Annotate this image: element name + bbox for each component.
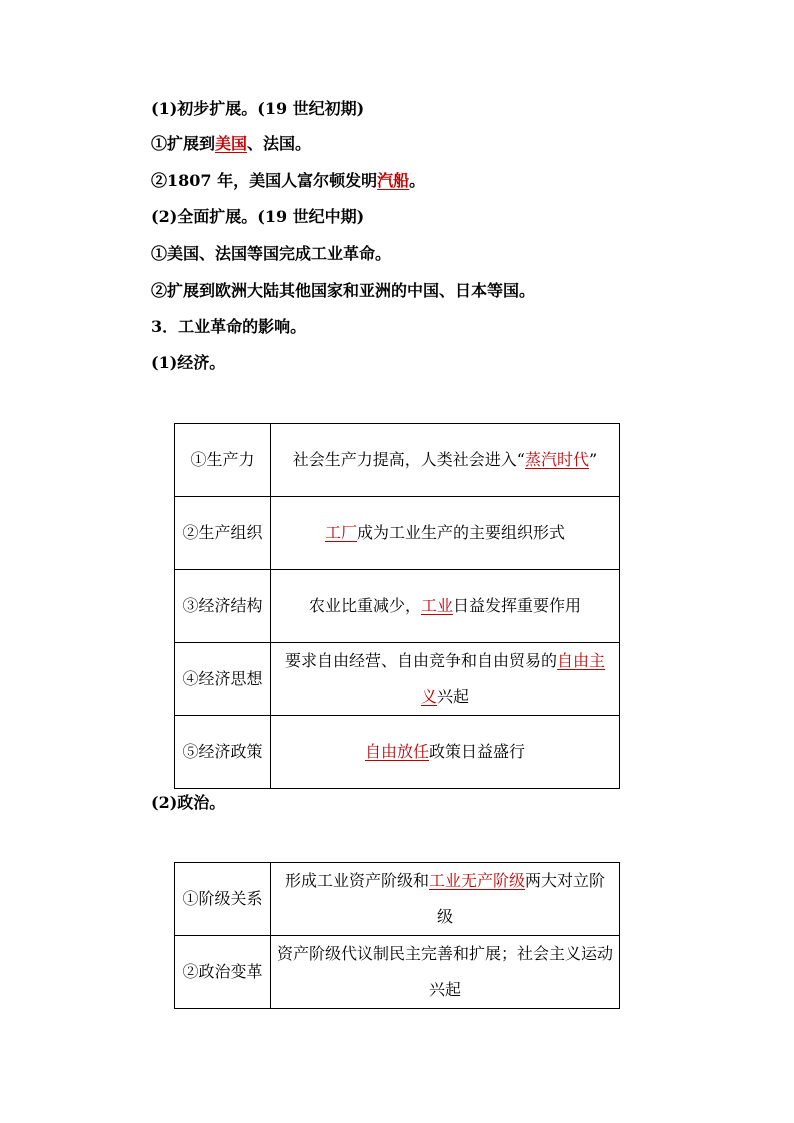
table-row: [175, 497, 620, 570]
politics-table: [174, 862, 620, 1009]
answer-blank: 工业: [420, 596, 453, 615]
line-text: (1)经济。: [151, 353, 226, 372]
economy-table: [174, 423, 620, 789]
row-label: ③经济结构: [175, 570, 271, 643]
row-content: [271, 497, 620, 570]
line-text: (1)初步扩展。(19 世纪初期): [151, 99, 365, 118]
line-text: 。: [409, 171, 426, 190]
answer-blank: 美国: [215, 134, 248, 153]
line-text: (2)全面扩展。(19 世纪中期): [151, 207, 365, 226]
row-content: [271, 936, 620, 1009]
answer-blank: 工业无产阶级: [428, 871, 525, 890]
answer-blank: 蒸汽时代: [524, 450, 589, 469]
answer-blank: 工厂: [324, 523, 357, 542]
table-row: [175, 716, 620, 789]
table-row: [175, 936, 620, 1009]
content-text: 资产阶级代议制民主完善和扩展；社会主义运动兴起: [277, 944, 614, 999]
line-text: 、法国。: [247, 134, 312, 153]
row-label: ②政治变革: [175, 936, 271, 1009]
content-text: 政策日益盛行: [429, 742, 526, 761]
content-text: 社会生产力提高，人类社会进入“: [292, 450, 525, 469]
line-expand-us-france: [151, 133, 311, 155]
content-text: 兴起: [437, 687, 470, 706]
row-content: [271, 570, 620, 643]
table-row: [175, 643, 620, 716]
line-fulton-steamboat: [151, 170, 425, 192]
line-text: ①美国、法国等国完成工业革命。: [151, 244, 392, 263]
heading-politics: [151, 792, 225, 814]
row-content: [271, 716, 620, 789]
content-text: 日益发挥重要作用: [453, 596, 582, 615]
table-row: [175, 424, 620, 497]
row-content: [271, 643, 620, 716]
line-text: ①扩展到: [151, 134, 216, 153]
row-label: ④经济思想: [175, 643, 271, 716]
content-text: 两大对立阶级: [436, 871, 606, 926]
row-label: ②生产组织: [175, 497, 271, 570]
answer-blank: 汽船: [377, 171, 410, 190]
content-text: 农业比重减少，: [308, 596, 421, 615]
heading-full-expansion: [151, 206, 364, 228]
content-text: 形成工业资产阶级和: [284, 871, 429, 890]
answer-blank: 自由放任: [364, 742, 429, 761]
table-row: [175, 570, 620, 643]
heading-economy: [151, 352, 225, 374]
row-content: [271, 424, 620, 497]
content-text: ”: [589, 450, 598, 469]
line-text: ②1807 年，美国人富尔顿发明: [151, 171, 378, 190]
content-text: 要求自由经营、自由竞争和自由贸易的: [284, 651, 557, 670]
heading-initial-expansion: [151, 98, 364, 120]
row-label: ①阶级关系: [175, 863, 271, 936]
content-text: 成为工业生产的主要组织形式: [357, 523, 566, 542]
line-expand-europe-asia: [151, 280, 535, 302]
line-text: ②扩展到欧洲大陆其他国家和亚洲的中国、日本等国。: [151, 281, 536, 300]
row-content: [271, 863, 620, 936]
line-text: 3．工业革命的影响。: [151, 317, 307, 336]
heading-impact: [151, 316, 306, 338]
line-text: (2)政治。: [151, 793, 226, 812]
table-row: [175, 863, 620, 936]
line-us-france-complete: [151, 243, 391, 265]
row-label: ⑤经济政策: [175, 716, 271, 789]
row-label: ①生产力: [175, 424, 271, 497]
answer-blank: 自由主义: [420, 651, 606, 706]
